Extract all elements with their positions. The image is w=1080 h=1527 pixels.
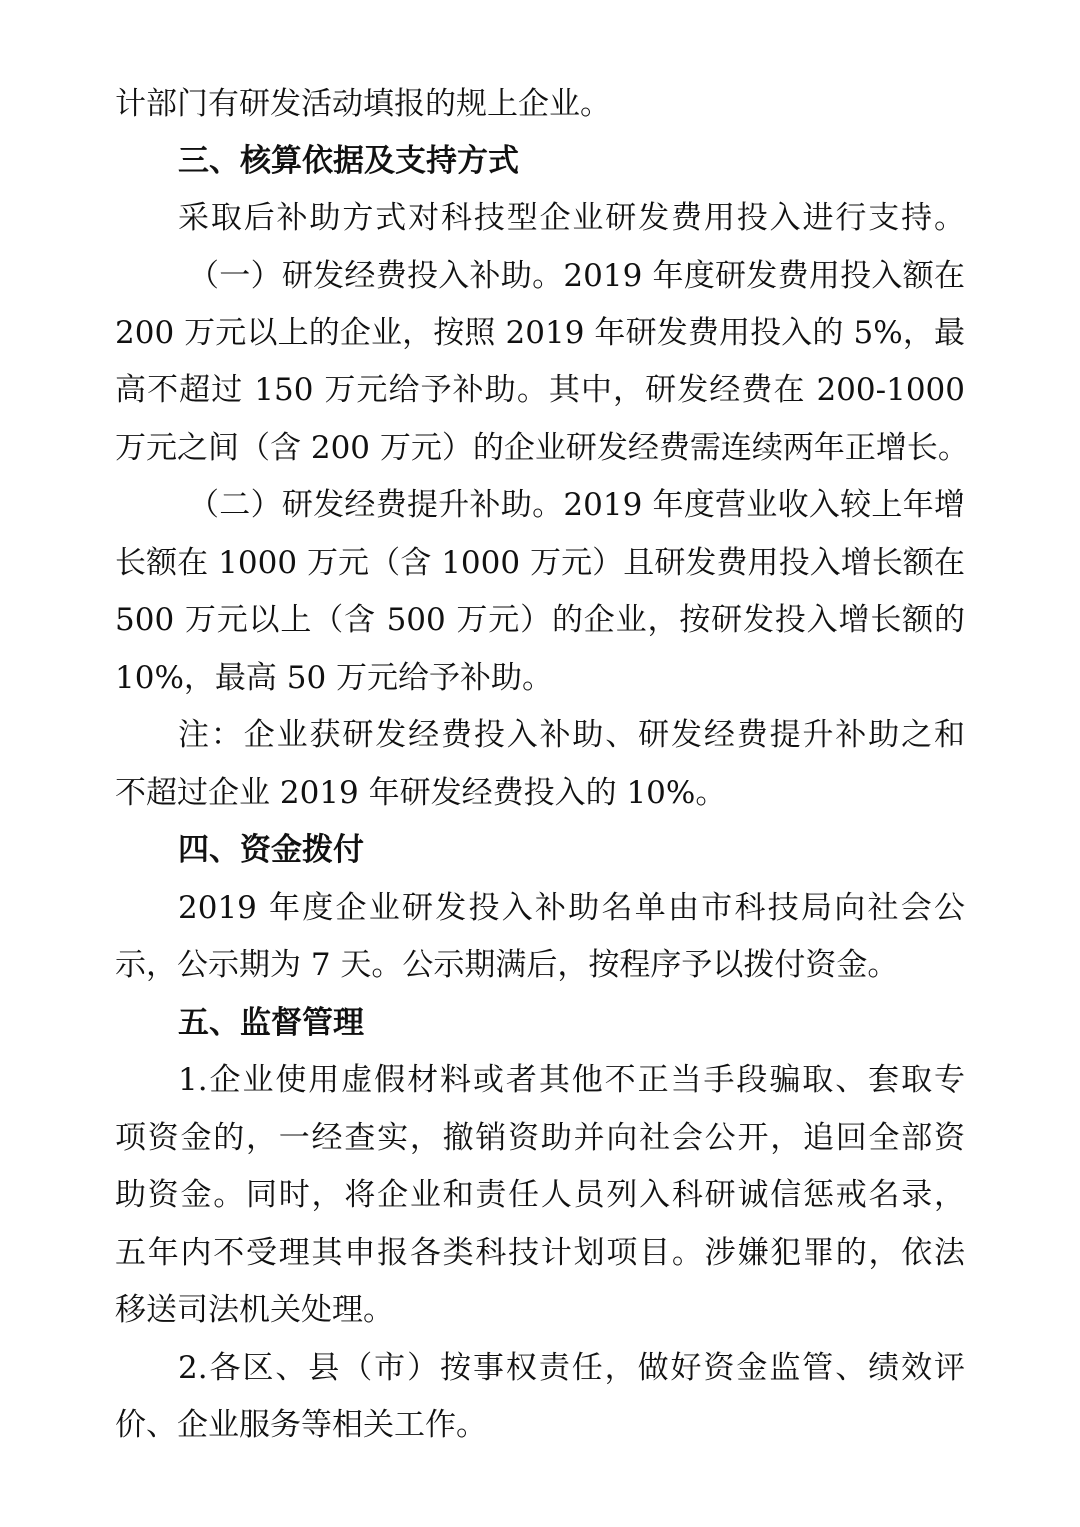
text-line-1: 计部门有研发活动填报的规上企业。 xyxy=(115,86,611,122)
text-line-19: 移送司法机关处理。 xyxy=(115,1292,394,1328)
text-line-16: 项资金的，一经查实，撤销资助并向社会公开，追回全部资 xyxy=(115,1120,965,1156)
text-line-11: 注：企业获研发经费投入补助、研发经费提升补助之和 xyxy=(178,717,965,753)
text-line-6: 万元之间（含 200 万元）的企业研发经费需连续两年正增长。 xyxy=(115,430,969,466)
text-line-9: 500 万元以上（含 500 万元）的企业，按研发投入增长额的 xyxy=(115,602,965,638)
text-line-7: （二）研发经费提升补助。2019 年度营业收入较上年增 xyxy=(188,487,965,523)
text-line-3: （一）研发经费投入补助。2019 年度研发费用投入额在 xyxy=(188,258,965,294)
text-line-21: 价、企业服务等相关工作。 xyxy=(115,1407,487,1443)
text-line-20: 2.各区、县（市）按事权责任，做好资金监管、绩效评 xyxy=(178,1350,965,1386)
text-line-18: 五年内不受理其申报各类科技计划项目。涉嫌犯罪的，依法 xyxy=(115,1235,965,1271)
text-line-2: 采取后补助方式对科技型企业研发费用投入进行支持。 xyxy=(178,200,965,236)
text-line-15: 1.企业使用虚假材料或者其他不正当手段骗取、套取专 xyxy=(178,1062,965,1098)
text-line-13: 2019 年度企业研发投入补助名单由市科技局向社会公 xyxy=(178,890,965,926)
text-line-17: 助资金。同时，将企业和责任人员列入科研诚信惩戒名录， xyxy=(115,1177,965,1213)
text-line-8: 长额在 1000 万元（含 1000 万元）且研发费用投入增长额在 xyxy=(115,545,965,581)
text-line-12: 不超过企业 2019 年研发经费投入的 10%。 xyxy=(115,775,727,811)
section-heading-5: 五、监督管理 xyxy=(178,1005,364,1041)
text-line-10: 10%，最高 50 万元给予补助。 xyxy=(115,660,554,696)
text-line-5: 高不超过 150 万元给予补助。其中，研发经费在 200-1000 xyxy=(115,372,965,408)
text-line-4: 200 万元以上的企业，按照 2019 年研发费用投入的 5%，最 xyxy=(115,315,965,351)
section-heading-4: 四、资金拨付 xyxy=(178,832,364,868)
text-line-14: 示，公示期为 7 天。公示期满后，按程序予以拨付资金。 xyxy=(115,947,899,983)
section-heading-3: 三、核算依据及支持方式 xyxy=(178,143,519,179)
